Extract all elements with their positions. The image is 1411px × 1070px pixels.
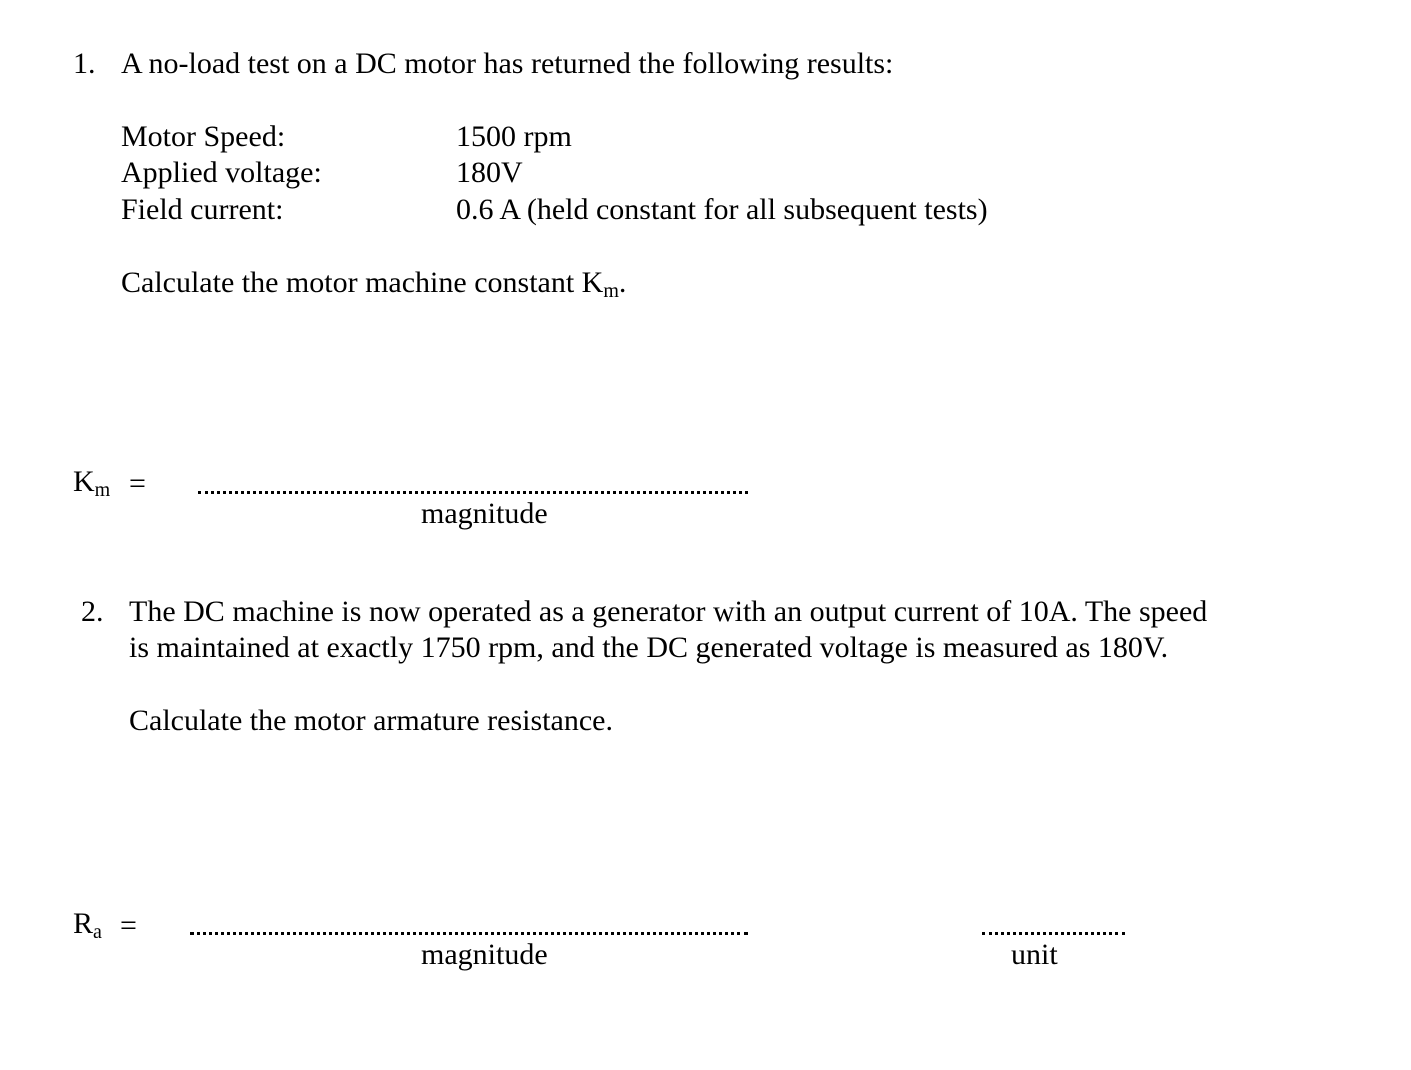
question-1-intro: A no-load test on a DC motor has returned the following results:	[121, 47, 894, 80]
km-magnitude-field[interactable]	[198, 462, 748, 494]
km-symbol: $K_m$	[73, 465, 111, 501]
question-2-intro-line-1: The DC machine is now operated as a generator with an output current of 10A. The speed	[129, 595, 1208, 628]
result-value-field: 0.6 A (held constant for all subsequent tests)	[456, 193, 988, 226]
result-value-speed: 1500 rpm	[456, 120, 572, 153]
result-label-field: Field current:	[121, 193, 284, 226]
result-label-speed: Motor Speed:	[121, 120, 286, 153]
question-2-task: Calculate the motor armature resistance.	[129, 704, 613, 737]
km-equals: =	[129, 467, 146, 500]
ra-unit-field[interactable]	[982, 903, 1125, 935]
question-2-number: 2.	[81, 595, 104, 628]
ra-magnitude-field[interactable]	[190, 903, 748, 935]
ra-equals: =	[120, 909, 137, 942]
ra-unit-label: unit	[1011, 938, 1058, 971]
question-1-task: Calculate the motor machine constant $K_m$.	[121, 266, 627, 302]
question-1-number: 1.	[73, 47, 96, 80]
ra-magnitude-label: magnitude	[421, 938, 548, 971]
result-value-voltage: 180V	[456, 156, 523, 189]
ra-symbol: $R_a$	[73, 907, 102, 943]
question-2-intro-line-2: is maintained at exactly 1750 rpm, and the DC generated voltage is measured as 180V.	[129, 631, 1169, 664]
km-magnitude-label: magnitude	[421, 497, 548, 530]
result-label-voltage: Applied voltage:	[121, 156, 322, 189]
